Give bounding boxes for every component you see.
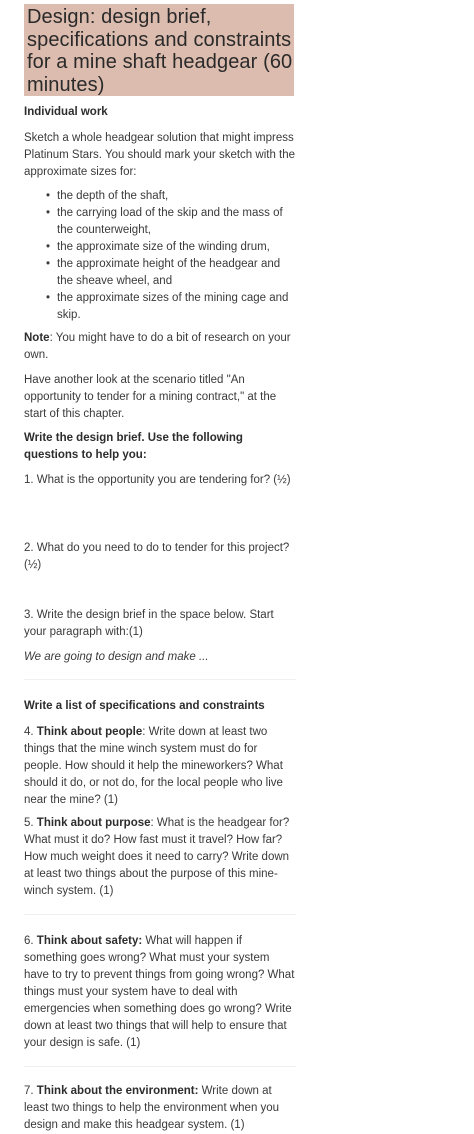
note-label: Note: [24, 332, 50, 344]
list-item: • the approximate height of the headgear and the sheave wheel, and: [46, 258, 281, 287]
environment-label: Think about the environment:: [36, 1085, 199, 1097]
note-paragraph: [24, 330, 296, 364]
divider: [24, 1066, 296, 1067]
size-list: [24, 188, 294, 324]
note-text: : You might have to do a bit of research on your own.: [24, 332, 291, 361]
divider: [24, 679, 296, 680]
bullet-icon: •: [46, 241, 51, 253]
question-7: 7. Think about the environment: Write down at least two things to help the environment when you design and make this headgear system. (1): [24, 1085, 280, 1131]
question-2: 2. What do you need to do to tender for this project? (½): [24, 542, 290, 571]
bullet-icon: •: [46, 207, 51, 219]
purpose-label: Think about purpose: [36, 817, 151, 829]
question-1: 1. What is the opportunity you are tendering for? (½): [24, 474, 291, 486]
title-banner: [24, 4, 294, 96]
page-title: Design: design brief, specifications and constraints for a mine shaft headgear (60 minutes): [27, 6, 293, 96]
bullet-icon: •: [46, 292, 51, 304]
bullet-icon: •: [46, 258, 51, 270]
design-brief-heading: Write the design brief. Use the following questions to help you:: [24, 432, 243, 461]
question-6: 6. Think about safety: What will happen if something goes wrong? What must your system have to try to prevent things from going wrong? What things must your system have to deal with emergencies when something does go wrong? Write down at least two things that will help to ensure that your design is safe. (1): [24, 935, 295, 1049]
question-4: 4. Think about people: Write down at least two things that the mine winch system must do for people. How should it help the mineworkers? What should it do, or not do, for the local people who live near the mine? (1): [24, 726, 283, 806]
list-item: • the depth of the shaft,: [24, 188, 294, 205]
list-item: • the approximate sizes of the mining cage and skip.: [46, 292, 289, 321]
list-item: • the carrying load of the skip and the mass of the counterweight,: [46, 207, 283, 236]
specifications-heading: Write a list of specifications and constraints: [24, 700, 265, 712]
question-5: 5. Think about purpose: What is the headgear for? What must it do? How fast must it travel? How far? How much weight does it need to carry? Write down at least two things about the purpose of this mine-winch system. (1): [24, 817, 290, 897]
scenario-paragraph: Have another look at the scenario titled "An opportunity to tender for a mining contract," at the start of this chapter.: [24, 374, 277, 420]
people-label: Think about people: [36, 726, 143, 738]
bullet-icon: •: [46, 190, 51, 202]
brief-starter-phrase: We are going to design and make ...: [24, 651, 209, 663]
question-3: 3. Write the design brief in the space below. Start your paragraph with:(1): [24, 609, 274, 638]
list-item: • the approximate size of the winding drum,: [24, 239, 294, 256]
intro-paragraph: Sketch a whole headgear solution that might impress Platinum Stars. You should mark your sketch with the approximate sizes for:: [24, 132, 296, 178]
divider: [24, 914, 296, 915]
individual-work-heading: Individual work: [24, 106, 108, 118]
safety-label: Think about safety:: [36, 935, 143, 947]
